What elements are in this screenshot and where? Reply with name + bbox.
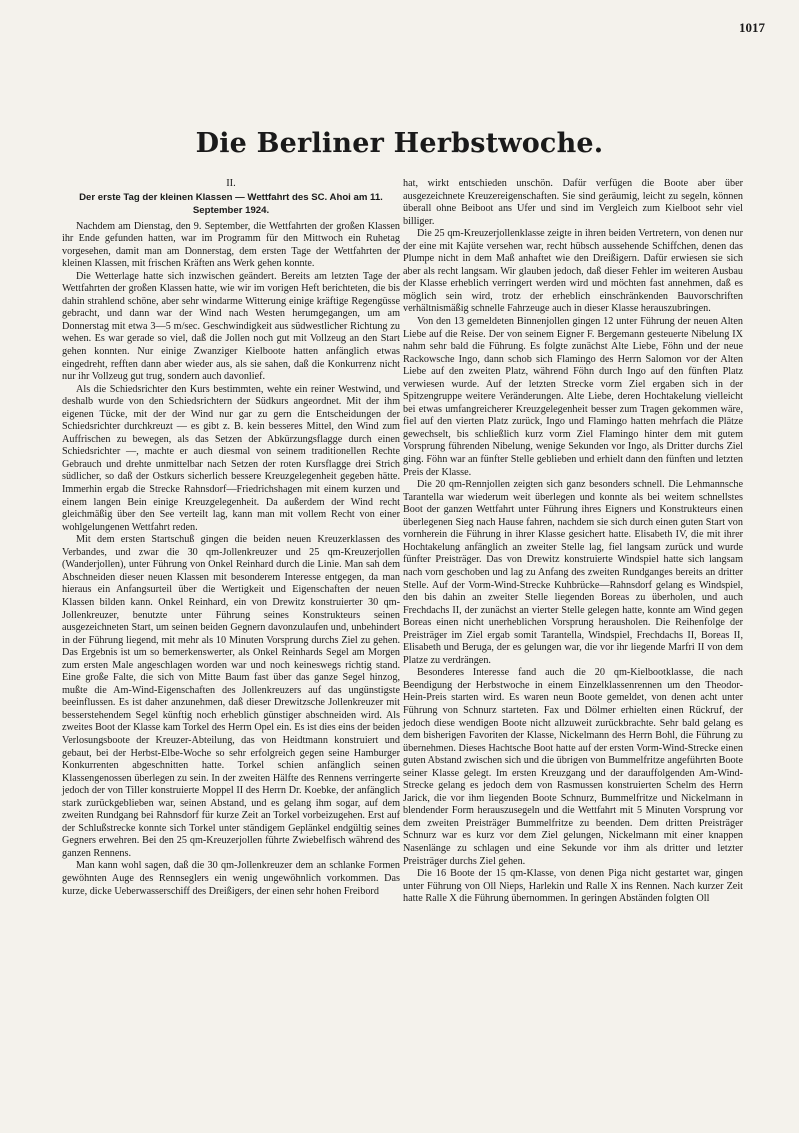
paragraph: Die 25 qm-Kreuzerjollenklasse zeigte in ihren beiden Vertretern, von denen nur der eine mit Kajüte versehen war, recht hübsch aussehende Schiffchen, denen das Plumpe nicht in dem Maß anhaftet wie den Dreißigern. Dafür erwiesen sie sich aber als recht langsam. Wir glauben jedoch, daß dieser Fehler im weiteren Ausbau der Klasse erheblich verringert werden wird und möchten fast annehmen, daß es möglich sein wird, trotz der erheblich einschränkenden Bauvorschriften verhältnismäßig schnelle Fahrzeuge auch in dieser Klasse herauszubringen. [403, 228, 743, 315]
paragraph: Man kann wohl sagen, daß die 30 qm-Jollenkreuzer dem an schlanke Formen gewöhnten Auge des Rennseglers ein wenig ungewöhnlich vorkommen. Das kurze, dicke Ueberwasserschiff des Dreißigers, der einen sehr hohen Freibord [62, 860, 400, 897]
article-subheading: Der erste Tag der kleinen Klassen — Wettfahrt des SC. Ahoi am 11. September 1924. [79, 191, 383, 216]
article-column-right [403, 178, 743, 906]
page-number: 1017 [739, 20, 765, 35]
paragraph: Besonderes Interesse fand auch die 20 qm-Kielbootklasse, die nach Beendigung der Herbstwoche in einem Einzelklassenrennen um den Theodor-Hein-Preis starten wird. Es waren neun Boote gemeldet, von denen acht unter Führung von Schnurz starteten. Fax und Dölmer erhielten einen Rückruf, der jedoch diese wendigen Boote nicht allzuweit zurückbrachte. Sehr bald gelang es dem bisherigen Favoriten der Klasse, Nickelmann des Herrn Bohl, die Führung zu übernehmen. Dieses Hachtsche Boot hatte auf der ersten Vorm-Wind-Strecke einen guten Abstand zwischen sich und die übrigen von Bummelfritze angeführten Boote seiner Klasse gelegt. Im ersten Kreuzgang und der darauffolgenden Am-Wind-Strecke gelang es jedoch dem von Rasmussen konstruierten Schelm des Herrn Jarick, die vor ihm liegenden Boote Schnurz, Bummelfritze und Nickelmann in blendender Form herauszusegeln und die Wettfahrt mit 5 Minuten Vorsprung vor dem zweiten Preisträger Bummelfritze zu beenden. Dem dritten Preisträger Schnurz war es kurz vor dem Ziel gelungen, Nickelmann mit einer knappen Nasenlänge zu schlagen und eine Sekunde vor ihm als dritter und letzter Preisträger durchs Ziel gehen. [403, 667, 743, 867]
paragraph: Als die Schiedsrichter den Kurs bestimmten, wehte ein reiner Westwind, und deshalb wurde von den Schiedsrichtern der Südkurs angeordnet. Mit der ihm eigenen Tücke, mit der der Wind nur gar zu gern die Entscheidungen der Schiedsrichter durchkreuzt — es gibt z. B. kein besseres Mittel, den Wind zum Auffrischen zu bewegen, als das Setzen der Abkürzungsflagge durch einen Schiedsrichter —, machte er auch diesmal von seinem traditionellen Rechte Gebrauch und drehte unmittelbar nach Setzen der roten Kursflagge drei Strich südlicher, so daß der Ostkurs sicherlich bessere Kreuzgelegenheit gegeben hätte. Immerhin ergab die Strecke Rahnsdorf—Friedrichshagen mit einem kurzen und einem langen Bein einige Kreuzgelegenheit. Da außerdem der Wind recht gleichmäßig über den See verteilt lag, kann man mit vollem Recht von einer wohlgelungenen Wettfahrt reden. [62, 383, 400, 533]
paragraph: Die Wetterlage hatte sich inzwischen geändert. Bereits am letzten Tage der Wettfahrten der großen Klassen hatte, wie wir im vorigen Heft berichteten, die bis dahin strahlend schöne, aber sehr windarme Witterung einige kräftige Regengüsse gebracht, und dann war der Wind nach Westen herumgegangen, um am Donnerstag mit etwa 3—5 m/sec. Geschwindigkeit aus südwestlicher Richtung zu wehen. Es war gerade so viel, daß die Jollen noch gut mit Vollzeug an den Start gehen konnten. Nur einige Zwanziger Kielboote hatten anfänglich etwas eingedreht, refften dann aber wieder aus, als sie sahen, daß die Konkurrenz nicht nur ihr Vollzeug gut trug, sondern auch davonlief. [62, 270, 400, 383]
article-column-left [62, 178, 400, 898]
paragraph: Nachdem am Dienstag, den 9. September, die Wettfahrten der großen Klassen ihr Ende gefunden hatten, war im Programm für den Mittwoch ein Ruhetag vorgesehen, damit man am Donnerstag, dem ersten Tage der Wettfahrten der kleinen Klassen, mit frischen Kräften ans Werk gehen konnte. [62, 220, 400, 270]
paragraph: Von den 13 gemeldeten Binnenjollen gingen 12 unter Führung der neuen Alten Liebe auf die Reise. Der von seinem Eigner F. Bergemann gesteuerte Nibelung IX nahm sehr bald die Führung. Es folgte zunächst Alte Liebe, Föhn und der neue Rackowsche Ingo, dann schob sich Flamingo des Herrn Salomon vor der Alten Liebe auf den zweiten Platz, während Föhn durch Ingo auf den fünften Platz verwiesen wurde. Auf der letzten Strecke vorm Ziel ergaben sich in der Spitzengruppe weitere Veränderungen. Alte Liebe, deren Hochtakelung vielleicht bei etwas umfangreicherer Kreuzgelegenheit besser zum Tragen gekommen wäre, fiel auf den vierten Platz zurück, Ingo und Flamingo hatten mehrfach die Plätze gewechselt, bis schließlich kurz vorm Ziel Flamingo hinter dem mit gutem Vorsprung führenden Nibelung, wenige Sekunden vor Ingo, als Dritter durchs Ziel ging. Föhn war an fünfter Stelle geblieben und erhielt dann den fünften und letzten Preis der Klasse. [403, 316, 743, 478]
section-numeral: II. [226, 178, 236, 189]
page-title: Die Berliner Herbstwoche. [195, 128, 604, 159]
paragraph: hat, wirkt entschieden unschön. Dafür verfügen die Boote aber über ausgezeichnete Kreuzereigenschaften. Sie sind geräumig, leicht zu segeln, können überall ohne Beiboot ans Ufer und sind im Vergleich zum Kielboot sehr viel billiger. [403, 178, 743, 227]
paragraph: Die 16 Boote der 15 qm-Klasse, von denen Piga nicht gestartet war, gingen unter Führung von Oll Nieps, Harlekin und Ralle X ins Rennen. Nach kurzer Zeit hatte Ralle X die Führung übernommen. In geringen Abständen folgten Oll [403, 868, 743, 905]
paragraph: Die 20 qm-Rennjollen zeigten sich ganz besonders schnell. Die Lehmannsche Tarantella war wiederum weit überlegen und konnte als bei weitem schnellstes Boot der ganzen Wettfahrt unter Führung ihres Eigners und Konstrukteurs einen überlegenen Sieg nach Hause fahren, nachdem sie sich durch einen guten Start von vornherein die Führung in ihrer Klasse gesichert hatte. Elisabeth IV, die mit ihrer Hochtakelung anfänglich an zweiter Stelle lag, fiel langsam zurück und wurde fünfter Preisträger. Das von Drewitz konstruierte Windspiel hatte sich langsam nach vorn geschoben und lag zu Anfang des zweiten Rundganges bereits an dritter Stelle. Auf der Vorm-Wind-Strecke Kuhbrücke—Rahnsdorf gelang es Windspiel, den bis dahin an zweiter Stelle liegenden Boreas zu überholen, und auch Frechdachs II, der zunächst an vierter Stelle gelegen hatte, konnte am Wind gegen Boreas einen nicht unerheblichen Vorsprung herausholen. Die Reihenfolge der Preisträger im Ziel ergab somit Tarantella, Windspiel, Frechdachs II, Boreas II, Elisabeth und Beruga, der es gelungen war, die vor ihr liegende Marfri II von dem Platze zu verdrängen. [403, 479, 743, 666]
paragraph: Mit dem ersten Startschuß gingen die beiden neuen Kreuzerklassen des Verbandes, und zwar die 30 qm-Jollenkreuzer und 25 qm-Kreuzerjollen (Wanderjollen), unter Führung von Onkel Reinhard durch die Linie. Man sah dem Abschneiden dieser neuen Klassen mit besonderem Interesse entgegen, da man hieraus ein Anfangsurteil über die Wertigkeit und Eigenschaften der neuen Klassen bilden kann. Onkel Reinhard, ein von Drewitz konstruierter 30 qm-Jollenkreuzer, benutzte unter Führung seines Konstrukteurs seinen ausgezeichneten Start, um seinen beiden Gegnern davonzulaufen und, unbehindert in der Führung liegend, mit mehr als 10 Minuten Vorsprung durchs Ziel zu gehen. Das Ergebnis ist um so bemerkenswerter, als Onkel Reinhards Segel am Morgen zum ersten Male angeschlagen worden war und noch keineswegs richtig stand. Eine große Falte, die sich von Mitte Baum fast über das ganze Segel hinzog, mußte die Am-Wind-Eigenschaften des Jollenkreuzers auf das ungünstigste beeinflussen. Es ist daher anzunehmen, daß dieser Drewitzsche Jollenkreuzer mit besserstehendem Segel künftig noch erheblich günstiger abschneiden wird. Als zweites Boot der Klasse kam Torkel des Herrn Opel ein. Es ist dies eins der beiden Verlosungsboote der Kreuzer-Abteilung, das von Heidtmann konstruiert und gebaut, bei der Herbst-Elbe-Woche so sehr erfolgreich gegen seine Hamburger Konkurrenten abgeschnitten hatte. Torkel schien anfänglich seinen Klassengenossen überlegen zu sein. In der zweiten Hälfte des Rennens verringerte jedoch der von Tiller konstruierte Moppel II des Herrn Dr. Koebke, der anfänglich stark zurückgeblieben war, seinen Abstand, und es gelang ihm sogar, auf dem zweiten Rundgang bei Rahnsdorf für kurze Zeit an Torkel vorbeizugehen. Erst auf der Schlußstrecke konnte sich Torkel unter ständigem Geplänkel endgültig seines Gegners erwehren. Bei den 25 qm-Kreuzerjollen führte Zwiebelfisch während des ganzen Rennens. [62, 534, 400, 859]
